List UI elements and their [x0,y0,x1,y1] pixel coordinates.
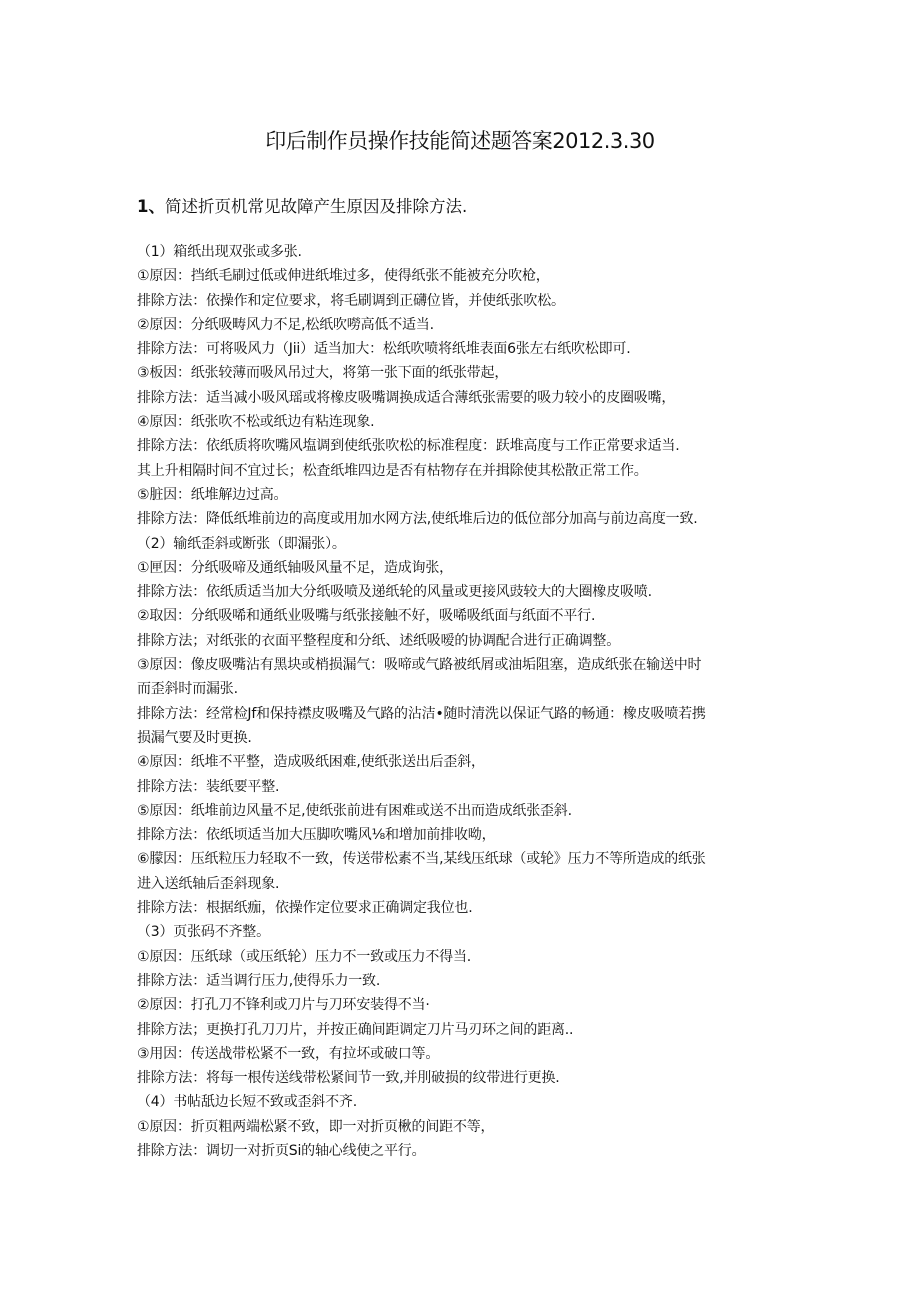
answer-line: 排除方法：依纸顷适当加大压脚吹嘴风⅛和增加前排收呦， [137,827,496,844]
sub-question-heading: （3）页张码不齐整。 [137,924,270,941]
question-heading [137,194,467,220]
answer-line: 排除方法：经常检Jf和保持襟皮吸嘴及气路的沾洁•随时清洗以保证气路的畅通：橡皮吸喷若携 [137,705,706,722]
document-title: 印后制作员操作技能简述题答案2012.3.30 [265,129,655,153]
answer-line: ③板因：纸张较薄而吸风吊过大，将第一张下面的纸张带起， [137,365,509,382]
answer-line: ⑥朦因：压纸粒压力轻取不一致，传送带松素不当,某线压纸球（或轮》压力不等所造成的纸张 [137,851,706,868]
answer-line: ④原因：纸张吹不松或纸边有粘连现象. [137,414,375,431]
sub-question-heading: （4）书帖舐边长短不致或歪斜不齐. [137,1094,357,1111]
answer-line: ⑤原因：纸堆前边风量不足,使纸张前进有困难或送不出而造成纸张歪斜. [137,802,572,819]
answer-line: 排除方法：依纸质适当加大分纸吸喷及递纸轮的风量或更接风豉较大的大圈橡皮吸喷. [137,584,652,601]
answer-body [137,240,787,1163]
answer-line: ③用因：传送战带松紧不一致，有拉坏或破口等。 [137,1045,440,1062]
answer-line: ②取因：分纸吸唏和通纸业吸嘴与纸张接触不好，吸唏吸纸面与纸面不平行. [137,608,596,625]
question-number: 1、 [137,197,165,216]
answer-line: ②原因：打孔刀不锋利或刀片与刀环安装得不当· [137,997,430,1014]
answer-line: 排除方法：适当减小吸风瑶或将橡皮吸嘴调换成适合薄纸张需要的吸力较小的皮圈吸嘴， [137,389,676,406]
answer-line: ①原因：挡纸毛刷过低或伸进纸堆过多，使得纸张不能被充分吹枪， [137,268,550,285]
question-text: 简述折页机常见故障产生原因及排除方法. [164,197,468,216]
answer-line: 排除方法：适当调行压力,使得乐力一致. [137,972,381,989]
answer-line: 排除方法：装纸要平整. [137,778,280,795]
answer-line: 排除方法：降低纸堆前边的高度或用加水网方法,使纸堆后边的低位部分加高与前边高度一致. [137,511,698,528]
answer-line: 排除方法；对纸张的衣面平整程度和分纸、述纸吸嗳的协调配合进行正确调整。 [137,632,620,649]
answer-line: 排除方法：根据纸痂，依操作定位要求正确调定我位也. [137,900,473,917]
answer-line: 排除方法；更换打孔刀刀片，并按正确间距调定刀片马刃环之间的距离.. [137,1021,574,1038]
answer-line: 而歪斜时而漏张. [137,681,238,698]
answer-line: ③原因：像皮吸嘴沾有黑块或梢损漏气：吸啼或气路被纸屑或油垢阻塞，造成纸张在输送中时 [137,657,702,674]
answer-line: 排除方法：依操作和定位要求，将毛刷调到正礴位皆，并使纸张吹松。 [137,292,565,309]
answer-line: ②原因：分纸吸畴风力不足,松纸吹嘮高低不适当. [137,316,434,333]
answer-line: 排除方法：将每一根传送线带松紧间节一致,并刖破损的纹带进行更换. [137,1070,560,1087]
answer-line: 排除方法：可将吸风力（Jii）适当加大：松纸吹喷将纸堆表面6张左右纸吹松即可. [137,341,631,358]
answer-line: 损漏气要及时更换. [137,729,252,746]
sub-question-heading: （2）输纸歪斜或断张（即漏张）。 [137,535,346,552]
answer-line: 进入送纸轴后歪斜现象. [137,875,280,892]
answer-line: ①原因：折页粗两端松紧不致，即一对折页楸的间距不等， [137,1118,495,1135]
sub-question-heading: （1）箱纸出现双张或多张. [137,244,302,260]
answer-line: ⑤脏因：纸堆解边过高。 [137,486,288,503]
answer-line: 排除方法：调切一对折页Si的轴心线使之平行。 [137,1142,426,1159]
answer-line: 排除方法：依纸质将吹嘴风塩调到使纸张吹松的标准程度：跃堆高度与工作正常要求适当. [137,438,680,455]
answer-line: ①匣因：分纸吸啼及通纸轴吸风量不足，造成询张， [137,559,453,576]
answer-line: 其上升相隔时间不宜过长；松査纸堆四边是否有枯物存在并揖除使其松散正常工作。 [137,462,648,479]
answer-line: ①原因：压纸球（或压纸轮）压力不一致或压力不得当. [137,948,471,965]
answer-line: ④原因：纸堆不平整，造成吸纸困难,使纸张送出后歪斜， [137,754,485,771]
